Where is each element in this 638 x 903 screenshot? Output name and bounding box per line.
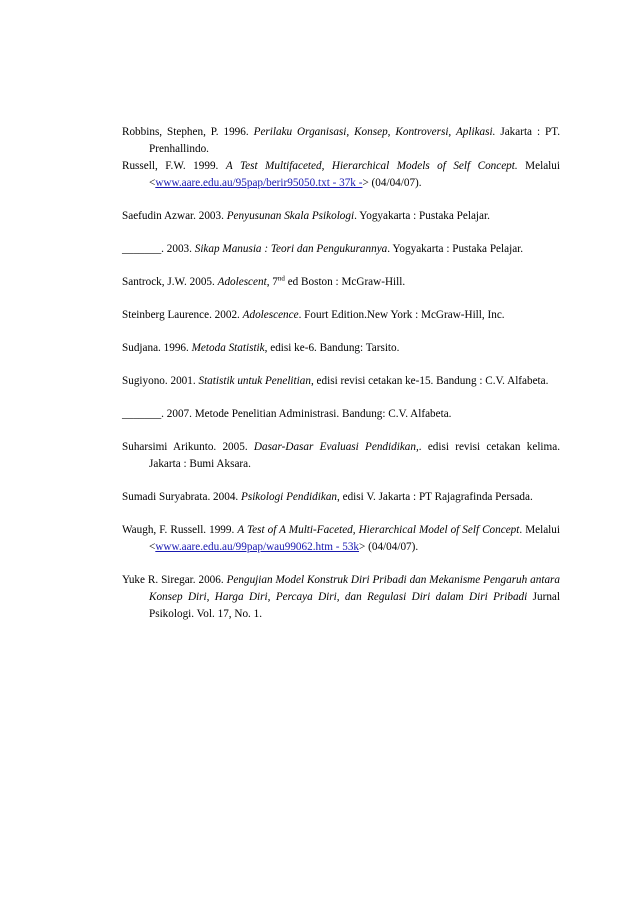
reference-item (122, 373, 560, 390)
reference-item (122, 274, 560, 291)
reference-title: Adolescence (242, 309, 299, 321)
reference-publisher: . Yogyakarta : Pustaka Pelajar. (387, 243, 524, 255)
reference-item (122, 572, 560, 623)
reference-item (122, 307, 560, 324)
reference-edition: , 7 (266, 276, 278, 288)
reference-publisher: . edisi revisi cetakan kelima. Jakarta : Bumi Aksara. (149, 441, 560, 470)
reference-author-year: Waugh, F. Russell. 1999. (122, 524, 238, 536)
reference-author-year: Sumadi Suryabrata. 2004. (122, 491, 242, 503)
reference-text: _______. 2007. Metode Penelitian Administrasi. Bandung: C.V. Alfabeta. (122, 408, 452, 420)
reference-link[interactable]: www.aare.edu.au/95pap/berir95050.txt - 37k - (155, 177, 363, 189)
reference-item (122, 522, 560, 556)
reference-via: . Melalui < (149, 524, 560, 553)
reference-author-year: Russell, F.W. 1999. (122, 160, 226, 172)
reference-author-year: _______. 2003. (122, 243, 195, 255)
reference-author-year: Robbins, Stephen, P. 1996. (122, 126, 254, 138)
reference-item (122, 340, 560, 357)
reference-publisher: Jakarta : PT. Prenhallindo. (149, 126, 561, 155)
reference-list (122, 124, 560, 639)
reference-author-year: Steinberg Laurence. 2002. (122, 309, 243, 321)
reference-title: Psikologi Pendidikan (241, 491, 338, 503)
reference-access-date: > (04/04/07). (359, 541, 419, 553)
reference-title: Pengujian Model Konstruk Diri Pribadi dan Mekanisme Pengaruh antara Konsep Diri, Harga Diri, Percaya Diri, dan Regulasi Diri dalam Diri Pribadi (149, 574, 560, 603)
reference-via: Melalui < (149, 160, 560, 189)
reference-item (122, 208, 560, 225)
reference-item (122, 406, 560, 423)
reference-title: A Test of A Multi-Faceted, Hierarchical Model of Self Concept (237, 524, 520, 536)
reference-title: A Test Multifaceted, Hierarchical Models of Self Concept. (225, 160, 518, 172)
reference-author-year: Sugiyono. 2001. (122, 375, 199, 387)
reference-link[interactable]: www.aare.edu.au/99pap/wau99062.htm - 53k (155, 541, 360, 553)
reference-publisher: . Fourt Edition.New York : McGraw-Hill, Inc. (298, 309, 505, 321)
reference-item (122, 158, 560, 192)
reference-title: Statistik untuk Penelitian (198, 375, 311, 387)
reference-author-year: Yuke R. Siregar. 2006. (122, 574, 227, 586)
reference-author-year: Sudjana. 1996. (122, 342, 192, 354)
reference-title: Perilaku Organisasi, Konsep, Kontroversi, Aplikasi. (253, 126, 496, 138)
reference-title: Adolescent (217, 276, 267, 288)
reference-title: Sikap Manusia : Teori dan Pengukurannya (194, 243, 388, 255)
reference-title: Metoda Statistik (191, 342, 265, 354)
reference-title: Penyusunan Skala Psikologi (226, 210, 355, 222)
reference-publisher: , edisi V. Jakarta : PT Rajagrafinda Persada. (337, 491, 533, 503)
reference-item (122, 124, 560, 158)
reference-publisher: ed Boston : McGraw-Hill. (284, 276, 406, 288)
reference-title: Dasar-Dasar Evaluasi Pendidikan, (253, 441, 419, 453)
reference-item (122, 241, 560, 258)
reference-item (122, 439, 560, 473)
reference-edition-suffix: nd (277, 274, 285, 283)
reference-journal: Jurnal Psikologi. Vol. 17, No. 1. (149, 591, 560, 620)
reference-publisher: , edisi revisi cetakan ke-15. Bandung : C.V. Alfabeta. (310, 375, 549, 387)
reference-item (122, 489, 560, 506)
reference-author-year: Saefudin Azwar. 2003. (122, 210, 227, 222)
reference-author-year: Suharsimi Arikunto. 2005. (122, 441, 254, 453)
reference-publisher: . Yogyakarta : Pustaka Pelajar. (354, 210, 490, 222)
reference-publisher: , edisi ke-6. Bandung: Tarsito. (264, 342, 400, 354)
reference-author-year: Santrock, J.W. 2005. (122, 276, 218, 288)
reference-access-date: > (04/04/07). (362, 177, 422, 189)
